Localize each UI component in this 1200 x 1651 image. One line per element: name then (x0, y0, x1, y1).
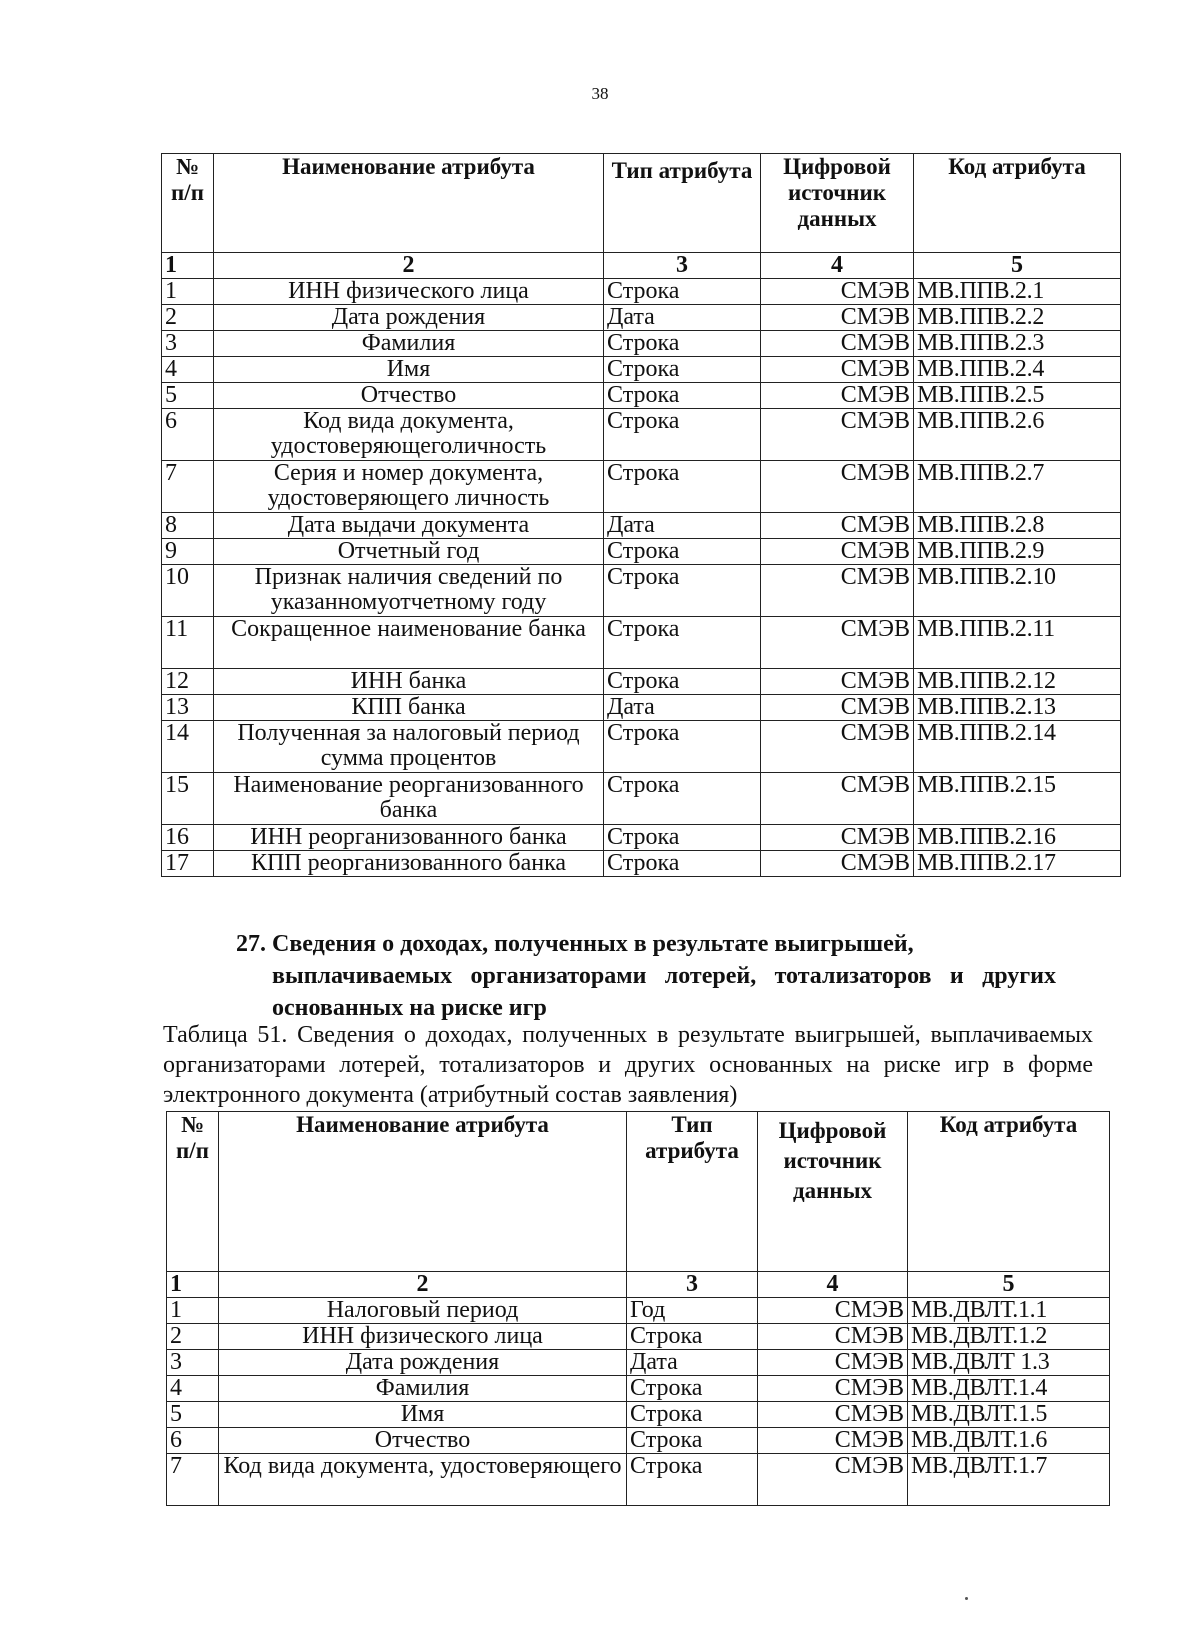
col-header-source: Цифровой источник данных (761, 154, 914, 253)
attribute-code: МВ.ППВ.2.17 (914, 851, 1121, 877)
row-number: 1 (162, 279, 214, 305)
attribute-code: МВ.ППВ.2.7 (914, 461, 1121, 513)
col-header-name: Наименование атрибута (219, 1112, 627, 1272)
row-number: 7 (167, 1454, 219, 1506)
table-header-row (162, 154, 1121, 253)
attribute-code: МВ.ППВ.2.13 (914, 695, 1121, 721)
table-row (162, 357, 1121, 383)
attribute-type: Строка (627, 1428, 758, 1454)
attribute-type: Строка (604, 357, 761, 383)
attribute-name: Дата рождения (214, 305, 604, 331)
col-header-code: Код атрибута (914, 154, 1121, 253)
data-source: СМЭВ (761, 383, 914, 409)
table-row (162, 383, 1121, 409)
table-row (162, 695, 1121, 721)
attribute-type: Год (627, 1298, 758, 1324)
row-number: 9 (162, 539, 214, 565)
attribute-name: Код вида документа, удостоверяющеголичность (214, 409, 604, 461)
attribute-code: МВ.ППВ.2.15 (914, 773, 1121, 825)
attribute-name: Налоговый период (219, 1298, 627, 1324)
col-header-code: Код атрибута (908, 1112, 1110, 1272)
col-header-num: № п/п (167, 1112, 219, 1272)
row-number: 12 (162, 669, 214, 695)
attribute-type: Строка (627, 1376, 758, 1402)
attribute-name: ИНН физического лица (214, 279, 604, 305)
row-number: 1 (167, 1298, 219, 1324)
data-source: СМЭВ (761, 721, 914, 773)
attribute-name: Дата выдачи документа (214, 513, 604, 539)
row-number: 13 (162, 695, 214, 721)
data-source: СМЭВ (761, 461, 914, 513)
attribute-name: Код вида документа, удостоверяющего (219, 1454, 627, 1506)
table-row (162, 461, 1121, 513)
attribute-name: Серия и номер документа, удостоверяющего личность (214, 461, 604, 513)
table-row (167, 1324, 1110, 1350)
data-source: СМЭВ (758, 1324, 908, 1350)
attribute-code: МВ.ДВЛТ.1.1 (908, 1298, 1110, 1324)
data-source: СМЭВ (761, 539, 914, 565)
attribute-name: Отчество (214, 383, 604, 409)
attribute-code: МВ.ППВ.2.12 (914, 669, 1121, 695)
column-index-row (162, 253, 1121, 279)
table-row (167, 1350, 1110, 1376)
col-index: 1 (162, 253, 214, 279)
attribute-name: КПП реорганизованного банка (214, 851, 604, 877)
col-index: 4 (761, 253, 914, 279)
table-row (162, 773, 1121, 825)
attribute-type: Строка (627, 1402, 758, 1428)
row-number: 11 (162, 617, 214, 669)
table-row (162, 305, 1121, 331)
data-source: СМЭВ (761, 669, 914, 695)
attribute-code: МВ.ППВ.2.14 (914, 721, 1121, 773)
row-number: 15 (162, 773, 214, 825)
attribute-name: Отчество (219, 1428, 627, 1454)
attribute-name: ИНН реорганизованного банка (214, 825, 604, 851)
data-source: СМЭВ (761, 513, 914, 539)
col-index: 2 (214, 253, 604, 279)
attribute-name: Полученная за налоговый период сумма процентов (214, 721, 604, 773)
attribute-code: МВ.ППВ.2.10 (914, 565, 1121, 617)
attribute-type: Строка (604, 773, 761, 825)
attribute-code: МВ.ППВ.2.9 (914, 539, 1121, 565)
row-number: 3 (167, 1350, 219, 1376)
table-row (167, 1402, 1110, 1428)
attribute-code: МВ.ППВ.2.8 (914, 513, 1121, 539)
row-number: 16 (162, 825, 214, 851)
attribute-name: Сокращенное наименование банка (214, 617, 604, 669)
attribute-code: МВ.ППВ.2.11 (914, 617, 1121, 669)
table-row (167, 1298, 1110, 1324)
data-source: СМЭВ (758, 1428, 908, 1454)
data-source: СМЭВ (758, 1298, 908, 1324)
attribute-name: ИНН банка (214, 669, 604, 695)
col-index: 3 (604, 253, 761, 279)
col-header-type: Тип атрибута (627, 1112, 758, 1272)
table-row (162, 409, 1121, 461)
col-index: 1 (167, 1272, 219, 1298)
table-row (167, 1376, 1110, 1402)
attribute-type: Строка (604, 851, 761, 877)
attribute-type: Строка (604, 721, 761, 773)
attribute-table-1 (161, 153, 1121, 877)
page-number: 38 (591, 84, 609, 103)
table-row (167, 1428, 1110, 1454)
column-index-row (167, 1272, 1110, 1298)
data-source: СМЭВ (761, 695, 914, 721)
attribute-type: Строка (604, 669, 761, 695)
attribute-type: Строка (604, 409, 761, 461)
data-source: СМЭВ (761, 305, 914, 331)
attribute-type: Строка (627, 1454, 758, 1506)
data-source: СМЭВ (761, 409, 914, 461)
table-2-body (167, 1298, 1110, 1506)
attribute-type: Строка (604, 539, 761, 565)
table-row (162, 617, 1121, 669)
row-number: 6 (162, 409, 214, 461)
col-index: 2 (219, 1272, 627, 1298)
attribute-name: Признак наличия сведений по указанномуотчетному году (214, 565, 604, 617)
attribute-code: МВ.ППВ.2.1 (914, 279, 1121, 305)
attribute-code: МВ.ДВЛТ.1.4 (908, 1376, 1110, 1402)
data-source: СМЭВ (761, 617, 914, 669)
attribute-name: КПП банка (214, 695, 604, 721)
col-header-num: № п/п (162, 154, 214, 253)
row-number: 14 (162, 721, 214, 773)
col-index: 3 (627, 1272, 758, 1298)
data-source: СМЭВ (761, 825, 914, 851)
col-index: 5 (914, 253, 1121, 279)
row-number: 5 (167, 1402, 219, 1428)
attribute-type: Дата (604, 513, 761, 539)
data-source: СМЭВ (758, 1376, 908, 1402)
attribute-type: Строка (604, 565, 761, 617)
attribute-name: Наименование реорганизованного банка (214, 773, 604, 825)
table-row (167, 1454, 1110, 1506)
attribute-code: МВ.ППВ.2.6 (914, 409, 1121, 461)
table-caption: Таблица 51. Сведения о доходах, полученных в результате выигрышей, выплачиваемых организаторами лотерей, тотализаторов и других основанных на риске игр в форме электронного документа (атрибутный состав заявления) (163, 1022, 1093, 1108)
col-header-name: Наименование атрибута (214, 154, 604, 253)
table-row (162, 331, 1121, 357)
attribute-type: Строка (604, 825, 761, 851)
attribute-type: Дата (627, 1350, 758, 1376)
col-header-type: Тип атрибута (604, 154, 761, 253)
attribute-name: Имя (219, 1402, 627, 1428)
attribute-code: МВ.ДВЛТ.1.6 (908, 1428, 1110, 1454)
row-number: 6 (167, 1428, 219, 1454)
table-row (162, 851, 1121, 877)
attribute-name: Фамилия (214, 331, 604, 357)
attribute-name: Отчетный год (214, 539, 604, 565)
table-row (162, 539, 1121, 565)
attribute-type: Строка (604, 461, 761, 513)
data-source: СМЭВ (761, 331, 914, 357)
attribute-type: Строка (604, 383, 761, 409)
row-number: 17 (162, 851, 214, 877)
col-index: 5 (908, 1272, 1110, 1298)
table-row (162, 825, 1121, 851)
attribute-name: ИНН физического лица (219, 1324, 627, 1350)
attribute-code: МВ.ППВ.2.5 (914, 383, 1121, 409)
attribute-code: МВ.ДВЛТ.1.2 (908, 1324, 1110, 1350)
data-source: СМЭВ (761, 851, 914, 877)
data-source: СМЭВ (761, 565, 914, 617)
table-row (162, 669, 1121, 695)
row-number: 7 (162, 461, 214, 513)
attribute-code: МВ.ППВ.2.2 (914, 305, 1121, 331)
attribute-table-2 (166, 1111, 1110, 1506)
scan-speck (965, 1597, 968, 1600)
row-number: 5 (162, 383, 214, 409)
attribute-type: Дата (604, 305, 761, 331)
data-source: СМЭВ (761, 357, 914, 383)
data-source: СМЭВ (761, 773, 914, 825)
table-row (162, 565, 1121, 617)
data-source: СМЭВ (758, 1350, 908, 1376)
attribute-code: МВ.ДВЛТ.1.5 (908, 1402, 1110, 1428)
data-source: СМЭВ (758, 1402, 908, 1428)
attribute-code: МВ.ППВ.2.3 (914, 331, 1121, 357)
row-number: 2 (162, 305, 214, 331)
table-row (162, 513, 1121, 539)
row-number: 4 (162, 357, 214, 383)
table-header-row (167, 1112, 1110, 1272)
col-header-source: Цифровой источник данных (758, 1112, 908, 1272)
table-row (162, 721, 1121, 773)
section-heading (236, 928, 1056, 1024)
table-row (162, 279, 1121, 305)
col-index: 4 (758, 1272, 908, 1298)
row-number: 3 (162, 331, 214, 357)
attribute-name: Фамилия (219, 1376, 627, 1402)
section-heading-line1: 27. Сведения о доходах, полученных в результате выигрышей, (236, 931, 914, 957)
attribute-type: Дата (604, 695, 761, 721)
attribute-type: Строка (604, 279, 761, 305)
section-heading-rest: выплачиваемых организаторами лотерей, тотализаторов и других основанных на риске игр (272, 963, 1056, 1021)
attribute-code: МВ.ДВЛТ 1.3 (908, 1350, 1110, 1376)
attribute-type: Строка (604, 331, 761, 357)
data-source: СМЭВ (761, 279, 914, 305)
attribute-type: Строка (627, 1324, 758, 1350)
row-number: 2 (167, 1324, 219, 1350)
row-number: 4 (167, 1376, 219, 1402)
attribute-type: Строка (604, 617, 761, 669)
row-number: 10 (162, 565, 214, 617)
attribute-code: МВ.ППВ.2.16 (914, 825, 1121, 851)
attribute-code: МВ.ДВЛТ.1.7 (908, 1454, 1110, 1506)
attribute-code: МВ.ППВ.2.4 (914, 357, 1121, 383)
data-source: СМЭВ (758, 1454, 908, 1506)
attribute-name: Дата рождения (219, 1350, 627, 1376)
attribute-name: Имя (214, 357, 604, 383)
row-number: 8 (162, 513, 214, 539)
table-1-body (162, 279, 1121, 877)
